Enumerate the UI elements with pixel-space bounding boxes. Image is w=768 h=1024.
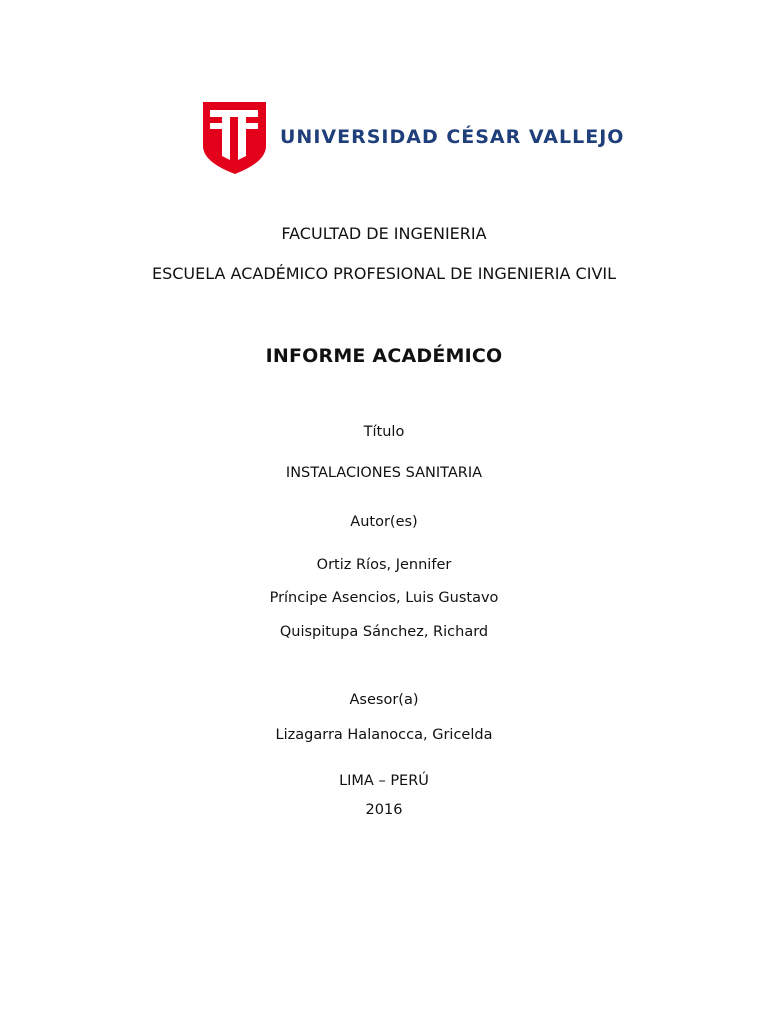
author-name: Quispitupa Sánchez, Richard xyxy=(279,624,489,640)
report-type-title: INFORME ACADÉMICO xyxy=(265,345,503,367)
title-value: INSTALACIONES SANITARIA xyxy=(285,465,483,481)
logo-wordmark: UNIVERSIDAD CÉSAR VALLEJO xyxy=(280,126,625,148)
year: 2016 xyxy=(365,802,403,818)
title-label: Título xyxy=(363,424,405,440)
author-name: Ortiz Ríos, Jennifer xyxy=(316,557,452,573)
place: LIMA – PERÚ xyxy=(339,773,429,789)
authors-label: Autor(es) xyxy=(350,514,418,530)
advisor-name: Lizagarra Halanocca, Gricelda xyxy=(275,727,493,743)
ucv-logo-icon xyxy=(200,98,625,178)
university-logo xyxy=(200,98,625,178)
school-heading: ESCUELA ACADÉMICO PROFESIONAL DE INGENIERIA CIVIL xyxy=(151,264,617,283)
advisor-label: Asesor(a) xyxy=(349,692,419,708)
faculty-heading: FACULTAD DE INGENIERIA xyxy=(281,224,487,243)
author-name: Príncipe Asencios, Luis Gustavo xyxy=(269,590,499,606)
